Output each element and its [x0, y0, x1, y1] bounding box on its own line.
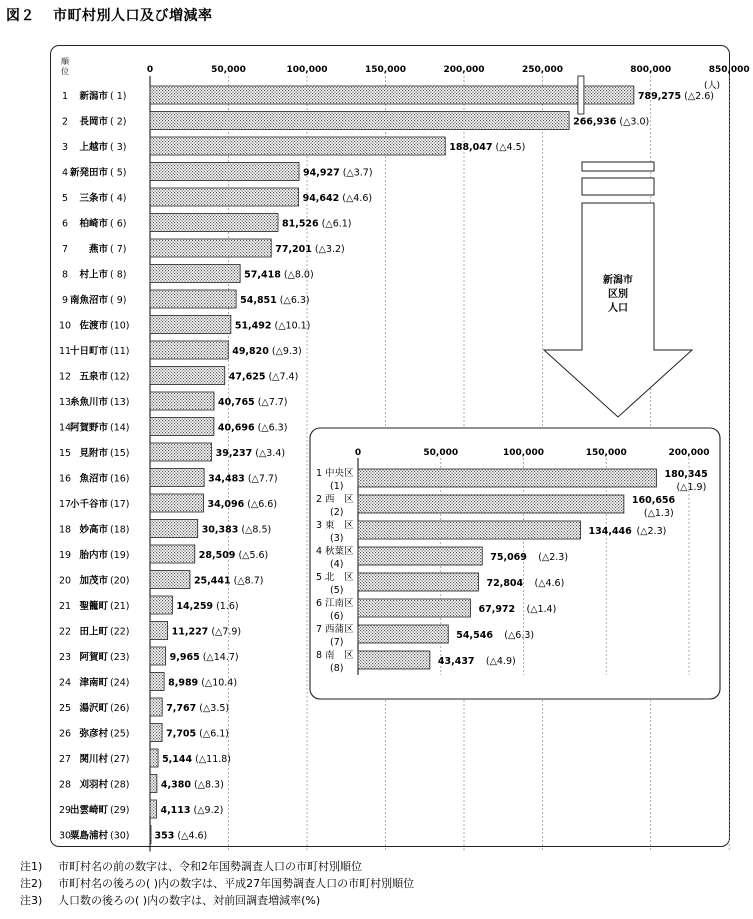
bar [358, 573, 478, 591]
bar [150, 596, 172, 614]
figure-number: 図２ [6, 8, 35, 24]
row-name: 弥彦村 [79, 728, 108, 740]
row-rank: 27 [58, 754, 72, 765]
bar-value: 40,696 [217, 422, 255, 434]
bar [150, 724, 162, 742]
bar-value-label [170, 652, 239, 663]
bar-value: 28,509 [198, 550, 236, 561]
bar [150, 341, 228, 359]
ward-rank: 3 [316, 520, 323, 531]
x-tick-label: 150,000 [365, 65, 406, 75]
x-tick-label: 0 [354, 448, 362, 458]
row-rank: 14 [58, 422, 72, 434]
bar-value-label [168, 678, 237, 689]
ward-arrow [544, 162, 692, 417]
ward-rank: 6 [316, 598, 323, 609]
x-tick-label: 200,000 [443, 65, 485, 75]
row-name: 長岡市 [79, 116, 108, 128]
row-prev-rank: (14) [110, 422, 130, 434]
row-name: 見附市 [79, 448, 108, 459]
bar-value-label [176, 601, 238, 612]
bar [150, 800, 156, 818]
row-name: 聖籠町 [79, 601, 108, 612]
ward-name: 西蒲区 [325, 624, 354, 635]
bar-value-label [216, 448, 286, 459]
bar-value: 134,446 [588, 526, 632, 537]
x-tick-label: 250,000 [522, 65, 563, 75]
bar-value: 34,483 [208, 473, 245, 485]
ward-name: 東 区 [325, 520, 354, 531]
ward-name: 秋葉区 [325, 546, 354, 557]
bar [150, 494, 204, 512]
bar-value-label [166, 729, 229, 740]
bar-value-label [573, 117, 649, 128]
bar-value: 160,656 [631, 495, 676, 506]
ward-prev-rank: (4) [330, 559, 344, 570]
bar-rate: (△4.6) [534, 578, 565, 589]
row-rank: 26 [58, 728, 72, 740]
ward-prev-rank: (3) [330, 533, 344, 544]
row-name: 田上町 [79, 626, 108, 638]
bar-rate: (△9.3) [268, 346, 302, 357]
row-prev-rank: (25) [110, 728, 130, 740]
bar-rate: (△7.4) [265, 371, 299, 383]
row-rank: 23 [58, 652, 72, 663]
bar [358, 599, 470, 617]
bar-rate: (△6.6) [244, 499, 278, 510]
row-name: 上越市 [79, 142, 108, 153]
bar [358, 547, 482, 565]
row-prev-rank: (28) [110, 779, 130, 791]
bar [150, 418, 214, 436]
row-prev-rank: (18) [110, 524, 130, 536]
bar [150, 622, 168, 640]
bar-value-label [275, 244, 345, 255]
row-rank: 30 [58, 830, 72, 842]
rank-header: 位 [61, 67, 69, 76]
bar-value: 9,965 [169, 652, 200, 663]
row-name: 阿賀野市 [69, 422, 108, 434]
bar-value: 8,989 [168, 677, 199, 689]
bar [150, 290, 236, 308]
bar-rate: (△8.3) [190, 779, 224, 791]
bar [150, 163, 299, 181]
row-name: 妙高市 [79, 524, 108, 536]
row-name: 新発田市 [69, 167, 108, 179]
bar-rate: (△3.7) [339, 167, 373, 179]
row-prev-rank: (24) [110, 677, 130, 689]
axis-break-marker [578, 76, 584, 114]
bar-rate: (△10.4) [198, 677, 238, 689]
row-name: 新潟市 [79, 91, 108, 102]
row-prev-rank: ( 1) [110, 91, 127, 102]
bar [358, 625, 448, 643]
bar-value: 30,383 [201, 524, 239, 536]
row-rank: 21 [58, 601, 72, 612]
bar-value: 7,767 [166, 703, 197, 714]
bar-value-label [244, 270, 314, 281]
row-rank: 22 [58, 626, 72, 638]
ward-name: 中央区 [325, 468, 354, 479]
row-prev-rank: (20) [110, 575, 130, 587]
bar-value-label [208, 499, 278, 510]
bar [150, 443, 212, 461]
row-prev-rank: ( 2) [110, 116, 127, 128]
bar [150, 188, 299, 206]
bar-rate: (△5.6) [235, 550, 269, 561]
bar-rate: (△3.4) [252, 448, 286, 459]
bar-value-label [202, 525, 272, 536]
bar-value: 75,069 [490, 552, 527, 563]
bar-value: 94,927 [303, 167, 340, 179]
row-prev-rank: (27) [110, 754, 130, 765]
x-tick-label: 0 [146, 65, 154, 75]
bar [150, 265, 240, 283]
row-prev-rank: (17) [110, 499, 130, 510]
note [20, 892, 414, 909]
row-prev-rank: ( 5) [110, 167, 127, 179]
row-name: 五泉市 [79, 371, 108, 383]
row-prev-rank: (19) [110, 550, 130, 561]
bar-value-label [160, 805, 223, 816]
row-name: 村上市 [79, 269, 108, 281]
row-name: 南魚沼市 [69, 295, 108, 306]
row-rank: 19 [58, 550, 72, 561]
bar-value: 25,441 [193, 575, 231, 587]
row-name: 阿賀町 [79, 652, 108, 663]
bar-rate: (1.6) [213, 601, 239, 612]
bar-rate: (△7.9) [208, 626, 242, 638]
note-text: 市町村名の前の数字は、令和2年国勢調査人口の市町村別順位 [58, 860, 362, 873]
bar-value: 789,275 [637, 91, 682, 102]
ward-rank: 4 [316, 546, 323, 557]
bar-value: 4,380 [160, 779, 191, 791]
rank-header: 順 [61, 57, 69, 66]
bar [150, 392, 214, 410]
row-prev-rank: (26) [110, 703, 130, 714]
ward-bar-chart [310, 428, 720, 699]
bar [150, 545, 195, 563]
row-prev-rank: (21) [110, 601, 130, 612]
bar [358, 495, 624, 513]
bar-rate: (△4.5) [492, 142, 526, 153]
bar [150, 749, 158, 767]
bar-value-label [208, 474, 278, 485]
bar-value-label [155, 831, 208, 842]
ward-prev-rank: (1) [330, 481, 344, 492]
bar [150, 112, 569, 130]
bar [150, 86, 634, 104]
bar-rate: (△2.6) [681, 91, 715, 102]
row-name: 加茂市 [79, 575, 108, 587]
bar-value: 39,237 [215, 448, 253, 459]
bar-value: 43,437 [437, 656, 475, 667]
bar-value: 54,546 [456, 630, 493, 641]
row-prev-rank: ( 9) [110, 295, 127, 306]
row-rank: 8 [61, 269, 69, 281]
bar [150, 775, 157, 793]
bar-rate: (△7.7) [244, 473, 278, 485]
bar-value-label [303, 168, 373, 179]
notes [20, 858, 414, 909]
x-tick-label: 50,000 [211, 65, 246, 75]
bar-value: 34,096 [207, 499, 245, 510]
row-rank: 11 [58, 346, 72, 357]
row-rank: 29 [58, 805, 72, 816]
bar-value-label [161, 780, 224, 791]
bar-value: 81,526 [281, 218, 319, 230]
ward-rank: 7 [316, 624, 323, 635]
unit-label: (人) [703, 81, 721, 91]
bar-value-label [172, 627, 242, 638]
bar-rate: (△11.8) [192, 754, 232, 765]
row-name: 柏崎市 [79, 218, 108, 230]
row-prev-rank: (23) [110, 652, 130, 663]
bar-rate: (△9.2) [190, 805, 224, 816]
row-prev-rank: (13) [110, 397, 130, 408]
bar-value: 7,705 [166, 728, 197, 740]
bar-rate: (△6.1) [318, 218, 352, 230]
bar-value: 353 [154, 830, 175, 842]
ward-prev-rank: (2) [330, 507, 344, 518]
row-name: 魚沼市 [79, 473, 108, 485]
bar-rate: (△3.0) [616, 116, 650, 128]
bar-rate: (△2.3) [538, 552, 569, 563]
row-rank: 1 [61, 91, 69, 102]
bar-rate: (△8.7) [230, 575, 264, 587]
bar-value: 14,259 [176, 601, 214, 612]
bar-rate: (△3.5) [196, 703, 230, 714]
note-text: 人口数の後ろの( )内の数字は、対前回調査増減率(%) [58, 894, 321, 907]
bar-value-label [232, 346, 302, 357]
row-rank: 2 [61, 116, 69, 128]
bar [150, 239, 271, 257]
ward-prev-rank: (7) [330, 637, 344, 648]
row-rank: 7 [61, 244, 69, 255]
bar-value: 72,804 [486, 578, 524, 589]
x-tick-label: 200,000 [668, 448, 710, 458]
bar [150, 214, 278, 232]
ward-name: 南 区 [325, 650, 354, 661]
bar [358, 651, 430, 669]
ward-prev-rank: (8) [330, 663, 344, 674]
note-number: 注2) [20, 877, 43, 890]
bar [150, 316, 231, 334]
bar-value: 94,642 [302, 193, 340, 204]
bar-value: 188,047 [449, 142, 493, 153]
bar-rate: (△4.6) [174, 830, 208, 842]
note-text: 市町村名の後ろの( )内の数字は、平成27年国勢調査人口の市町村別順位 [58, 877, 415, 890]
row-name: 胎内市 [79, 550, 108, 561]
bar-value: 180,345 [664, 469, 708, 480]
note [20, 875, 414, 892]
row-prev-rank: (22) [110, 626, 130, 638]
arrow-bar [582, 178, 654, 195]
row-prev-rank: ( 7) [110, 244, 127, 255]
row-rank: 5 [61, 193, 69, 204]
bar-rate: (△3.2) [311, 244, 345, 255]
ward-name: 北 区 [325, 572, 354, 583]
bar-rate: (△8.0) [280, 269, 314, 281]
bar-rate: (△6.1) [196, 728, 230, 740]
arrow-label: 新潟市 [603, 275, 633, 286]
bar-value-label [235, 321, 311, 332]
row-rank: 3 [61, 142, 69, 153]
bar-value: 67,972 [478, 604, 516, 615]
row-name: 燕市 [88, 244, 108, 255]
row-name: 出雲崎町 [69, 805, 108, 816]
ward-rank: 1 [316, 468, 323, 479]
row-rank: 9 [61, 295, 69, 306]
bar-value-label [199, 550, 269, 561]
bar-rate: (△14.7) [199, 652, 239, 663]
row-name: 三条市 [79, 193, 108, 204]
row-prev-rank: (29) [110, 805, 130, 816]
x-tick-label: 800,000 [630, 65, 672, 75]
row-name: 糸魚川市 [69, 397, 108, 408]
x-tick-label: 850,000 [708, 65, 750, 75]
bar-value-label [218, 397, 288, 408]
bar-value-label [194, 576, 264, 587]
row-rank: 16 [58, 473, 72, 485]
ward-name: 江南区 [325, 598, 354, 609]
bar-value-label [162, 754, 231, 765]
arrow-label: 人口 [608, 303, 628, 314]
row-rank: 20 [58, 575, 72, 587]
bar-value: 5,144 [162, 754, 193, 765]
bar-value: 49,820 [232, 346, 269, 357]
bar [358, 469, 656, 487]
bar-value: 40,765 [218, 397, 255, 408]
row-prev-rank: (12) [110, 371, 130, 383]
row-rank: 12 [58, 371, 72, 383]
row-prev-rank: (16) [110, 473, 130, 485]
row-rank: 17 [58, 499, 72, 510]
row-name: 関川村 [79, 754, 108, 765]
row-rank: 15 [58, 448, 72, 459]
row-prev-rank: (15) [110, 448, 130, 459]
row-prev-rank: (10) [110, 320, 130, 332]
bar-value: 77,201 [275, 244, 312, 255]
row-name: 刈羽村 [79, 779, 108, 791]
bar-value: 47,625 [228, 371, 266, 383]
x-tick-label: 100,000 [286, 65, 328, 75]
ward-rank: 8 [316, 650, 323, 661]
bar-value-label [218, 423, 288, 434]
bar-rate: (△1.9) [676, 482, 707, 493]
row-rank: 4 [61, 167, 69, 179]
x-tick-label: 150,000 [585, 448, 627, 458]
arrow-label: 区別 [608, 289, 628, 300]
row-name: 津南町 [79, 677, 108, 689]
row-prev-rank: ( 6) [110, 218, 127, 230]
bar-value-label [303, 193, 373, 204]
row-name: 十日町市 [69, 346, 108, 357]
x-tick-label: 50,000 [423, 448, 459, 458]
bar-rate: (△10.1) [271, 320, 311, 332]
bar-value-label [240, 295, 310, 306]
row-rank: 25 [58, 703, 72, 714]
row-prev-rank: (11) [110, 346, 130, 357]
bar-value-label [282, 219, 352, 230]
note-number: 注1) [20, 860, 43, 873]
row-prev-rank: ( 8) [110, 269, 127, 281]
row-rank: 13 [58, 397, 72, 408]
row-prev-rank: ( 4) [110, 193, 127, 204]
row-prev-rank: (30) [110, 830, 130, 842]
bar-rate: (△6.3) [276, 295, 310, 306]
bar-value-label [449, 142, 525, 153]
bar-value: 57,418 [244, 269, 281, 281]
row-rank: 28 [58, 779, 72, 791]
bar-rate: (△4.9) [485, 656, 516, 667]
bar [150, 673, 164, 691]
bar-rate: (△6.3) [504, 630, 535, 641]
row-prev-rank: ( 3) [110, 142, 127, 153]
bar-rate: (△2.3) [636, 526, 667, 537]
ward-prev-rank: (6) [330, 611, 344, 622]
bar-value: 51,492 [234, 320, 272, 332]
bar [150, 647, 166, 665]
row-name: 湯沢町 [79, 703, 108, 714]
note-number: 注3) [20, 894, 43, 907]
bar-rate: (△7.7) [254, 397, 288, 408]
bar-value: 11,227 [171, 626, 209, 638]
bar [150, 469, 204, 487]
row-rank: 18 [58, 524, 72, 536]
ward-rank: 5 [316, 572, 323, 583]
figure-title: 市町村別人口及び増減率 [53, 8, 213, 24]
bar-rate: (△6.3) [254, 422, 288, 434]
bar [150, 571, 190, 589]
bar [358, 521, 581, 539]
row-rank: 6 [61, 218, 69, 230]
ward-rank: 2 [316, 494, 323, 505]
bar [150, 826, 151, 844]
bar [150, 367, 225, 385]
row-name: 粟島浦村 [69, 830, 108, 842]
bar-value: 266,936 [573, 116, 617, 128]
bar-value-label [166, 703, 229, 714]
bar-rate: (△1.3) [643, 508, 674, 519]
bar [150, 137, 445, 155]
ward-name: 西 区 [325, 494, 354, 505]
row-rank: 24 [58, 677, 72, 689]
x-tick-label: 100,000 [503, 448, 544, 458]
bar-rate: (△4.6) [339, 193, 373, 204]
bar-value: 4,113 [160, 805, 191, 816]
bar [150, 698, 162, 716]
bar-rate: (△8.5) [238, 524, 272, 536]
row-name: 佐渡市 [79, 320, 108, 332]
bar-rate: (△1.4) [526, 604, 557, 615]
bar-value: 54,851 [240, 295, 277, 306]
arrow-bar [582, 162, 654, 171]
bar [150, 520, 198, 538]
row-rank: 10 [58, 320, 72, 332]
bar-value-label [638, 91, 714, 102]
bar-value-label [229, 372, 299, 383]
note [20, 858, 414, 875]
ward-prev-rank: (5) [330, 585, 344, 596]
row-name: 小千谷市 [69, 499, 108, 510]
